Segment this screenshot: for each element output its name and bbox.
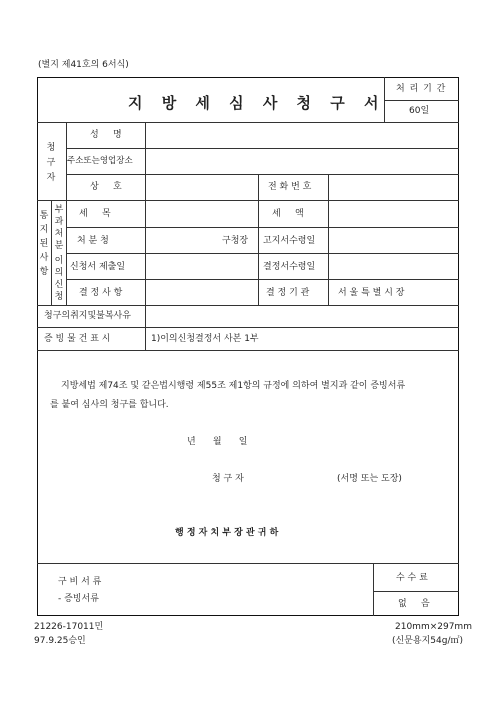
sign-note: (서명 또는 도장) bbox=[337, 474, 402, 484]
objection-label: 이의신청 bbox=[54, 256, 64, 302]
rule bbox=[51, 200, 52, 305]
attachments-label: 구 비 서 류 bbox=[58, 577, 102, 587]
footer-form-code: 21226-17011민 bbox=[34, 622, 104, 632]
rule bbox=[66, 279, 459, 280]
footer-paper-size: 210mm×297mm bbox=[395, 622, 472, 632]
addressee: 행 정 자 치 부 장 관 귀 하 bbox=[175, 528, 279, 538]
rule bbox=[373, 563, 374, 616]
rule bbox=[384, 100, 459, 101]
rule bbox=[37, 200, 459, 201]
rule bbox=[37, 305, 459, 306]
rule bbox=[145, 122, 146, 350]
rule bbox=[66, 122, 67, 305]
processing-period-label: 처 리 기 간 bbox=[396, 84, 447, 94]
phone-label: 전 화 번 호 bbox=[268, 182, 312, 192]
form-number-note: (별지 제41호의 6서식) bbox=[38, 60, 129, 70]
attachments-item: - 증빙서류 bbox=[58, 594, 99, 604]
signer-label: 청 구 자 bbox=[212, 474, 244, 484]
processing-period-value: 60일 bbox=[409, 106, 430, 116]
tax-item-label: 세 목 bbox=[79, 209, 111, 219]
rule bbox=[37, 350, 459, 351]
claim-reason-label: 청구의취지및불복사유 bbox=[44, 311, 131, 321]
evidence-label: 증 빙 물 건 표 시 bbox=[44, 334, 111, 344]
statement-line-1: 지방세법 제74조 및 같은법시행령 제55조 제1항의 규정에 의하여 별지과 같이 증빙서류 bbox=[61, 381, 406, 391]
rule bbox=[66, 174, 459, 175]
rule bbox=[258, 174, 259, 305]
rule bbox=[66, 227, 459, 228]
evidence-value: 1)이의신청결정서 사본 1부 bbox=[151, 334, 259, 344]
name-label: 성 명 bbox=[90, 130, 122, 140]
address-label: 주소또는영업장소 bbox=[67, 156, 133, 166]
footer-paper-type: (신문용지54g/㎡) bbox=[392, 636, 463, 646]
rule bbox=[37, 122, 459, 123]
decision-receipt-date-label: 결정서수령일 bbox=[263, 262, 316, 272]
footer-approval: 97.9.25승인 bbox=[34, 636, 86, 646]
rule bbox=[66, 148, 459, 149]
claimant-section-label: 청구자 bbox=[46, 143, 56, 183]
rule bbox=[37, 563, 459, 564]
decision-org-label: 결 정 기 관 bbox=[266, 288, 310, 298]
form-title: 지 방 세 심 사 청 구 서 bbox=[128, 94, 386, 112]
disposition-label: 부과처분 bbox=[54, 205, 64, 251]
decision-org-value: 서 울 특 별 시 장 bbox=[338, 288, 405, 298]
notice-section-label: 통지된사항 bbox=[39, 211, 49, 277]
tax-amount-label: 세 액 bbox=[272, 209, 304, 219]
fee-label: 수 수 료 bbox=[396, 573, 428, 583]
decision-items-label: 결 정 사 항 bbox=[79, 288, 123, 298]
rule bbox=[328, 174, 329, 305]
disposer-label: 처 분 청 bbox=[77, 236, 109, 246]
trade-name-label: 상 호 bbox=[90, 182, 122, 192]
fee-value: 없 음 bbox=[398, 599, 430, 609]
date-line: 년 월 일 bbox=[187, 437, 248, 447]
filing-date-label: 신청서 제출일 bbox=[70, 262, 126, 272]
rule bbox=[37, 327, 459, 328]
statement-line-2: 를 붙여 심사의 청구를 합니다. bbox=[50, 400, 169, 410]
disposer-value: 구청장 bbox=[222, 236, 249, 246]
rule bbox=[66, 253, 459, 254]
notice-date-label: 고지서수령일 bbox=[263, 236, 316, 246]
rule bbox=[373, 591, 459, 592]
